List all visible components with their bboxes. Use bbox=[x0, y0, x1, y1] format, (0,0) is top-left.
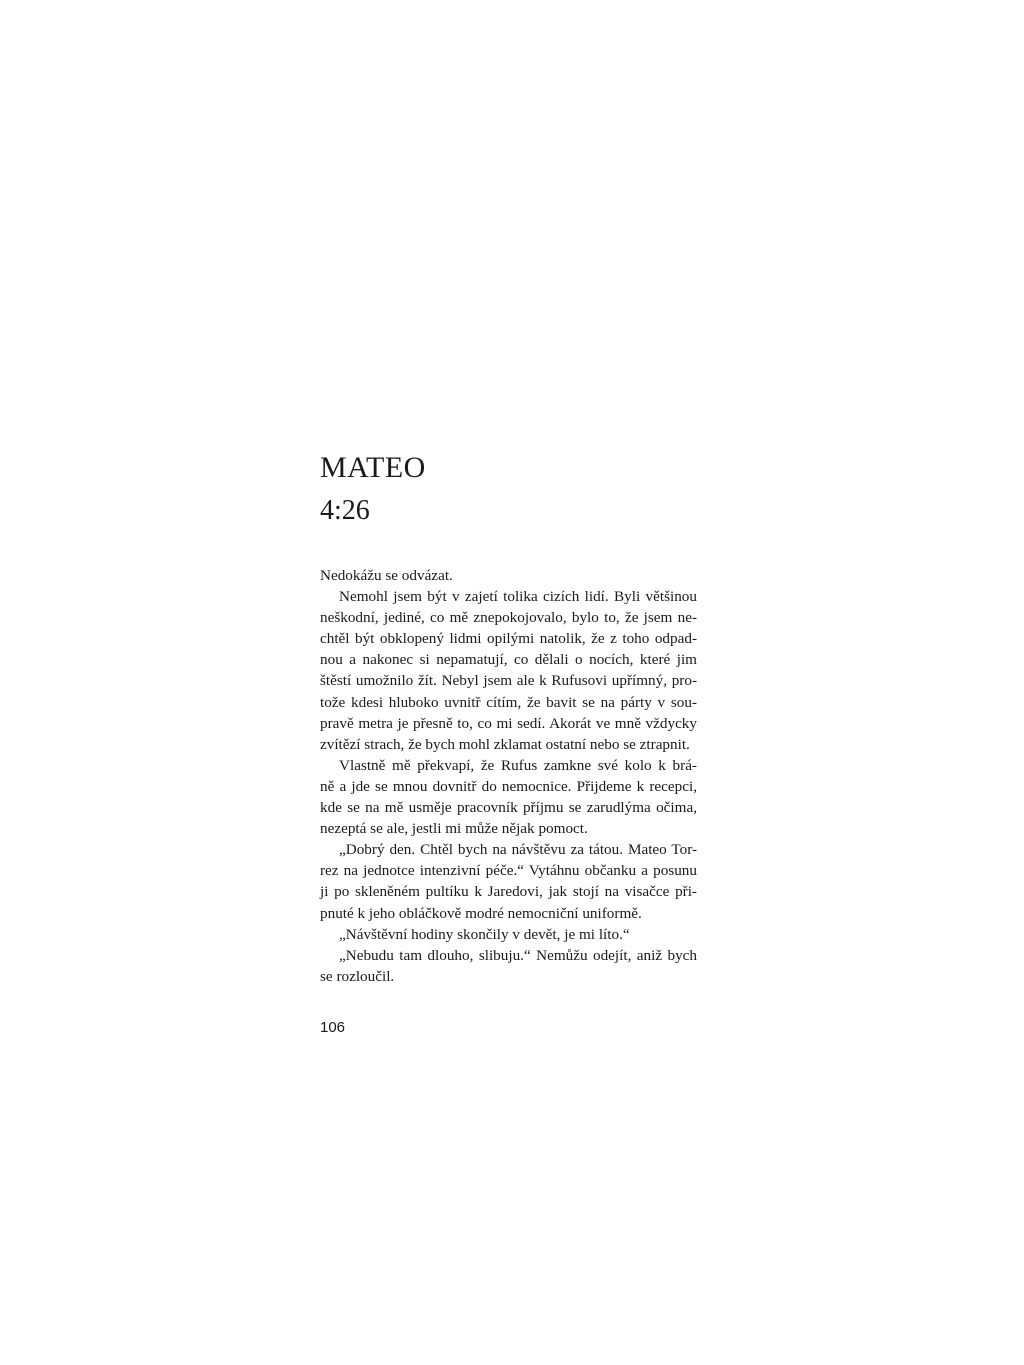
text-line: rez na jednotce intenzivní péče.“ Vytáhnu občanku a posunu bbox=[320, 862, 697, 880]
text-line: se rozloučil. bbox=[320, 967, 395, 985]
text-line: ji po skleněném pultíku k Jaredovi, jak stojí na visačce při- bbox=[320, 883, 697, 901]
text-line: chtěl být obklopený lidmi opilými natolik, že z toho odpad- bbox=[320, 630, 697, 648]
text-line: tože kdesi hluboko uvnitř cítím, že bavit se na párty v sou- bbox=[320, 693, 697, 711]
chapter-title: MATEO bbox=[320, 451, 426, 484]
text-line: „Nebudu tam dlouho, slibuju.“ Nemůžu odejít, aniž bych bbox=[339, 946, 697, 964]
text-line: „Návštěvní hodiny skončily v devět, je mi líto.“ bbox=[339, 925, 630, 943]
text-line: pravě metra je přesně to, co mi sedí. Akorát ve mně vždycky bbox=[320, 714, 697, 732]
chapter-time: 4:26 bbox=[320, 495, 370, 526]
text-line: neškodní, jediné, co mě znepokojovalo, bylo to, že jsem ne- bbox=[320, 609, 697, 627]
text-line: pnuté k jeho obláčkově modré nemocniční uniformě. bbox=[320, 904, 642, 922]
text-line: zvítězí strach, že bych mohl zklamat ostatní nebo se ztrapnit. bbox=[320, 735, 690, 753]
text-line: Nedokážu se odvázat. bbox=[320, 567, 453, 584]
text-line: kde se na mě usměje pracovník příjmu se zarudlýma očima, bbox=[320, 799, 697, 817]
text-line: ně a jde se mnou dovnitř do nemocnice. Přijdeme k recepci, bbox=[320, 777, 697, 795]
text-line: štěstí umožnilo žít. Nebyl jsem ale k Rufusovi upřímný, pro- bbox=[320, 672, 697, 690]
text-line: Nemohl jsem být v zajetí tolika cizích lidí. Byli většinou bbox=[339, 588, 697, 606]
page-number: 106 bbox=[320, 1019, 346, 1036]
body-text bbox=[320, 565, 697, 987]
text-line: „Dobrý den. Chtěl bych na návštěvu za tátou. Mateo Tor- bbox=[339, 841, 697, 859]
text-line: nou a nakonec si nepamatují, co dělali o nocích, které jim bbox=[320, 651, 697, 669]
text-line: Vlastně mě překvapí, že Rufus zamkne své kolo k brá- bbox=[339, 756, 697, 774]
text-line: nezeptá se ale, jestli mi může nějak pomoct. bbox=[320, 820, 588, 838]
